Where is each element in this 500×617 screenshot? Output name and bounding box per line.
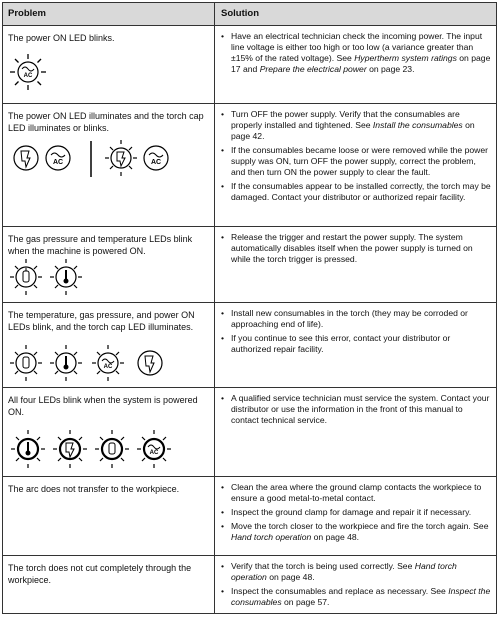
problem-text: All four LEDs blink when the system is powered ON.: [8, 395, 198, 417]
solution-item: [219, 308, 491, 330]
table-row: [3, 476, 496, 556]
solution-reference: Inspect the consumables: [231, 586, 491, 607]
problem-text: The temperature, gas pressure, and power ON LEDs blink, and the torch cap LED illuminates.: [8, 310, 195, 332]
solution-cell: [219, 308, 491, 358]
solution-text: on page 57.: [281, 597, 330, 607]
problem-text: The arc does not transfer to the workpiece.: [8, 484, 180, 494]
solution-item: [219, 181, 491, 203]
led-icons: [8, 428, 188, 475]
solution-text: on page 42.: [231, 120, 475, 141]
gas-pressure-led-blink-icon: [10, 345, 42, 381]
solution-cell: [219, 393, 491, 429]
solution-text: If the consumables appear to be installed correctly, the torch may be damaged. Contact your distributor or authorized repair facility.: [231, 181, 491, 202]
power-on-led-icon: [46, 146, 70, 170]
table-row: [3, 302, 496, 388]
table-row: [3, 226, 496, 303]
troubleshooting-table: [2, 2, 497, 614]
solution-text: Verify that the torch is being used correctly. See: [231, 561, 415, 571]
power-on-blink-icon: [8, 52, 48, 92]
table-header: [3, 3, 496, 26]
torch-cap-led-blink-icon: [53, 430, 87, 468]
solution-text: Turn OFF the power supply. Verify that the consumables are properly installed and tightened. See: [231, 109, 460, 130]
solution-text: Have an electrical technician check the incoming power. The input line voltage is either too high or too low (a variance greater than ±15% of the rated voltage). See: [231, 31, 483, 63]
power-on-led-icon-2: [144, 146, 168, 170]
solution-item: [219, 393, 491, 426]
solution-reference: Hand torch operation: [231, 561, 457, 582]
solution-text: Move the torch closer to the workpiece and fire the torch again. See: [231, 521, 489, 531]
solution-reference: Install the consumables: [372, 120, 463, 130]
solution-item: [219, 561, 491, 583]
solution-text: on page 48.: [311, 532, 360, 542]
solution-cell: [219, 31, 491, 78]
solution-text: Install new consumables in the torch (they may be corroded or approaching end of life).: [231, 308, 468, 329]
solution-item: [219, 333, 491, 355]
solution-text: on page 17 and: [231, 53, 491, 74]
solution-cell: [219, 109, 491, 206]
solution-item: [219, 31, 491, 75]
solution-cell: [219, 232, 491, 268]
led-icons: [8, 257, 88, 302]
svg-text:AC: AC: [150, 159, 162, 166]
torch-cap-led-icon: [14, 146, 38, 170]
led-icons: [8, 137, 208, 184]
svg-text:AC: AC: [149, 450, 159, 456]
solution-text: A qualified service technician must service the system. Contact your distributor or use the information in the front of this manual to contact technical service.: [231, 393, 490, 425]
temperature-led-blink-icon: [11, 430, 45, 468]
header-problem: Problem: [8, 8, 47, 19]
led-icons: [8, 52, 48, 97]
svg-text:AC: AC: [52, 159, 64, 166]
solution-text: Release the trigger and restart the power supply. The system automatically disables itself when the power supply is turned on while the torch trigger is pressed.: [231, 232, 473, 264]
gas-pressure-led-blink-icon: [10, 259, 42, 295]
power-on-led-blink-icon: [92, 345, 124, 381]
svg-text:AC: AC: [103, 364, 113, 370]
svg-text:AC: AC: [23, 73, 33, 79]
table-row: [3, 103, 496, 227]
power-on-led-blink-icon: [137, 430, 171, 468]
problem-text: The gas pressure and temperature LEDs blink when the machine is powered ON.: [8, 234, 193, 256]
solution-cell: [219, 561, 491, 611]
led-icons: [8, 343, 188, 388]
solution-text: on page 23.: [366, 64, 415, 74]
table-row: [3, 555, 496, 614]
solution-item: [219, 586, 491, 608]
header-solution: Solution: [221, 8, 259, 19]
solution-text: If you continue to see this error, contact your distributor or authorized repair facility.: [231, 333, 451, 354]
problem-text: The power ON LED blinks.: [8, 33, 115, 43]
solution-text: If the consumables became loose or were removed while the power supply was ON, turn OFF the power supply, correct the problem, and then turn ON the power supply to clear the fault.: [231, 145, 488, 177]
torch-cap-led-blink-icon: [105, 140, 137, 176]
solution-text: Inspect the ground clamp for damage and repair it if necessary.: [231, 507, 472, 517]
problem-text: The torch does not cut completely through the workpiece.: [8, 563, 192, 585]
solution-reference: Prepare the electrical power: [259, 64, 367, 74]
solution-reference: Hypertherm system ratings: [354, 53, 457, 63]
solution-text: on page 48.: [266, 572, 315, 582]
solution-item: [219, 232, 491, 265]
solution-item: [219, 109, 491, 142]
gas-pressure-led-blink-icon: [95, 430, 129, 468]
table-row: [3, 387, 496, 477]
problem-text: The power ON LED illuminates and the torch cap LED illuminates or blinks.: [8, 111, 204, 133]
temperature-led-blink-icon: [50, 259, 82, 295]
solution-item: [219, 507, 491, 518]
torch-cap-led-icon: [138, 351, 162, 375]
solution-item: [219, 482, 491, 504]
temperature-led-blink-icon: [50, 345, 82, 381]
solution-text: Inspect the consumables and replace as necessary. See: [231, 586, 449, 596]
solution-cell: [219, 482, 491, 546]
solution-reference: Hand torch operation: [231, 532, 312, 542]
table-row: [3, 25, 496, 104]
solution-text: Clean the area where the ground clamp contacts the workpiece to ensure a good metal-to-metal contact.: [231, 482, 482, 503]
solution-item: [219, 521, 491, 543]
solution-item: [219, 145, 491, 178]
